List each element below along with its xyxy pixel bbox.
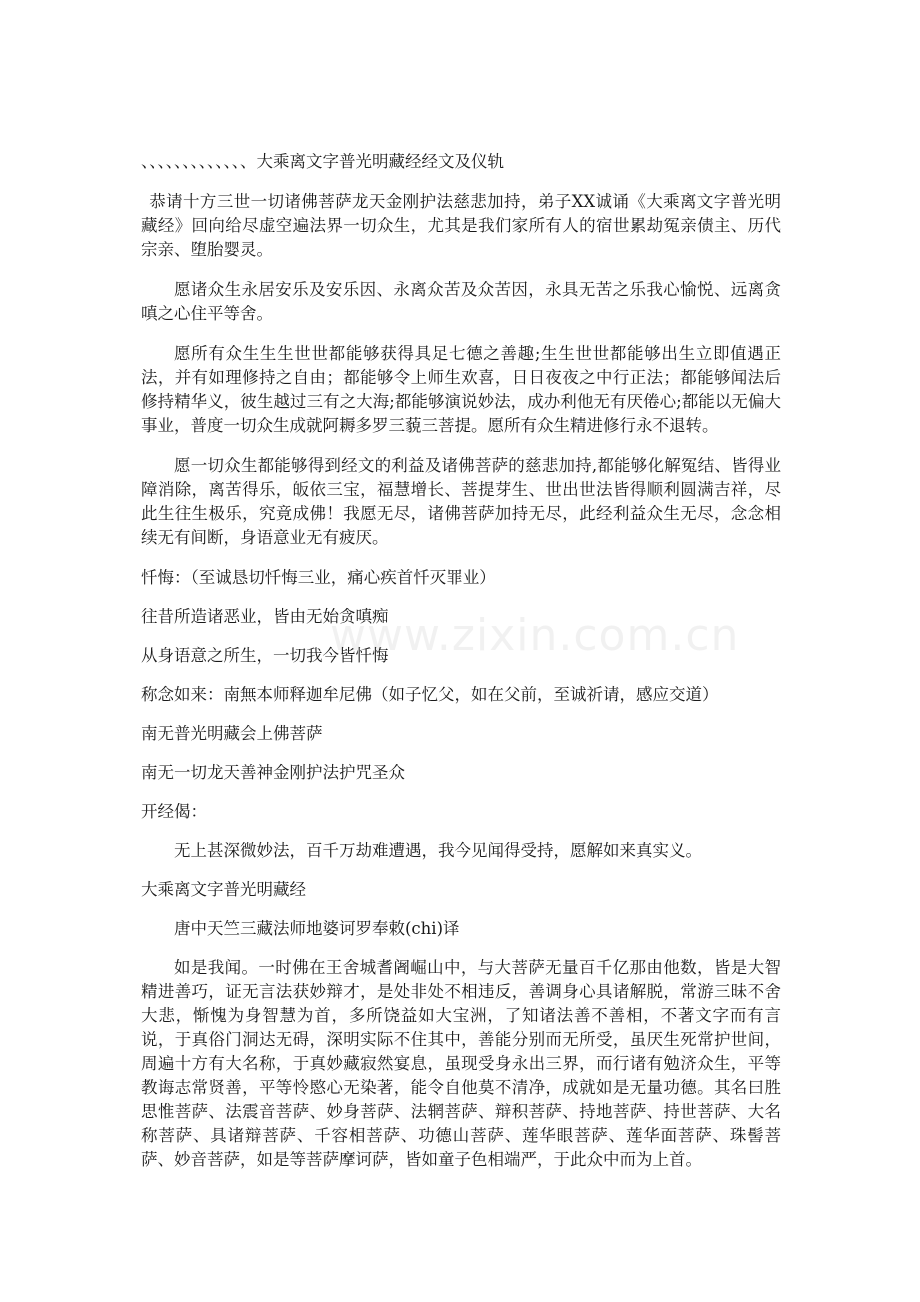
opening-verse: 无上甚深微妙法，百千万劫难遭遇，我今见闻得受持，愿解如来真实义。 — [174, 841, 702, 860]
repentance-verse-1: 往昔所造诸恶业，皆由无始贪嗔痴 — [141, 607, 389, 626]
recitation-line: 称念如来：南無本师释迦牟尼佛（如子忆父，如在父前，至诚祈请，感应交道） — [141, 685, 719, 704]
vow-paragraph-3: 愿一切众生都能够得到经文的利益及诸佛菩萨的慈悲加持,都能够化解冤结、皆得业障消除，离苦得乐，皈依三宝，福慧增长、菩提芽生、世出世法皆得顺利圆满吉祥，尽此生往生极乐，究竟成佛！我愿无尽，诸佛菩萨加持无尽，此经利益众生无尽，念念相续无有间断，身语意业无有疲厌。 — [141, 456, 781, 547]
homage-line-2: 南无一切龙天善神金刚护法护咒圣众 — [141, 763, 405, 782]
document-page — [141, 150, 781, 1188]
document-title: 、、、、、、、、、、、、、大乘离文字普光明藏经经文及仪轨 — [141, 152, 504, 171]
repentance-heading: 忏悔：（至诚恳切忏悔三业，痛心疾首忏灭罪业） — [141, 568, 496, 587]
watermark: www.zixin.com.cn — [330, 610, 740, 661]
homage-line-1: 南无普光明藏会上佛菩萨 — [141, 724, 323, 743]
vow-paragraph-2: 愿所有众生生生世世都能够获得具足七德之善趣;生生世世都能够出生立即值遇正法，并有如理修持之自由；都能够令上师生欢喜，日日夜夜之中行正法；都能够闻法后修持精华义，彼生越过三有之大海;都能够演说妙法，成办利他无有厌倦心;都能以无偏大事业，普度一切众生成就阿耨多罗三藐三菩提。愿所有众生精进修行永不退转。 — [141, 344, 781, 435]
translator-line: 唐中天竺三藏法师地婆诃罗奉敕(chi)译 — [174, 919, 460, 938]
repentance-verse-2: 从身语意之所生，一切我今皆忏悔 — [141, 646, 389, 665]
vow-paragraph-1: 愿诸众生永居安乐及安乐因、永离众苦及众苦因，永具无苦之乐我心愉悦、远离贪嗔之心住平等舍。 — [141, 280, 781, 323]
invocation-paragraph: 恭请十方三世一切诸佛菩萨龙天金刚护法慈悲加持，弟子XX诚诵《大乘离文字普光明藏经》回向给尽虚空遍法界一切众生，尤其是我们家所有人的宿世累劫冤亲债主、历代宗亲、堕胎婴灵。 — [141, 192, 781, 259]
sutra-title: 大乘离文字普光明藏经 — [141, 880, 306, 899]
opening-verse-heading: 开经偈： — [141, 802, 207, 821]
sutra-body-paragraph: 如是我闻。一时佛在王舍城耆阇崛山中，与大菩萨无量百千亿那由他数，皆是大智精进善巧，证无言法获妙辩才，是处非处不相违反，善调身心具诸解脱，常游三昧不舍大悲，惭愧为身智慧为首，多所饶益如大宝洲，了知诸法善不善相，不著文字而有言说，于真俗门洞达无碍，深明实际不住其中，善能分别而无所受，虽厌生死常护世间，周遍十方有大名称，于真妙藏寂然宴息，虽现受身永出三界，而行诸有勉济众生，平等教诲志常贤善，平等怜愍心无染著，能令自他莫不清净，成就如是无量功德。其名曰胜思惟菩萨、法震音菩萨、妙身菩萨、法辋菩萨、辩积菩萨、持地菩萨、持世菩萨、大名称菩萨、具诸辩菩萨、千容相菩萨、功德山菩萨、莲华眼菩萨、莲华面菩萨、珠髻菩萨、妙音菩萨，如是等菩萨摩诃萨，皆如童子色相端严，于此众中而为上首。 — [141, 958, 781, 1169]
